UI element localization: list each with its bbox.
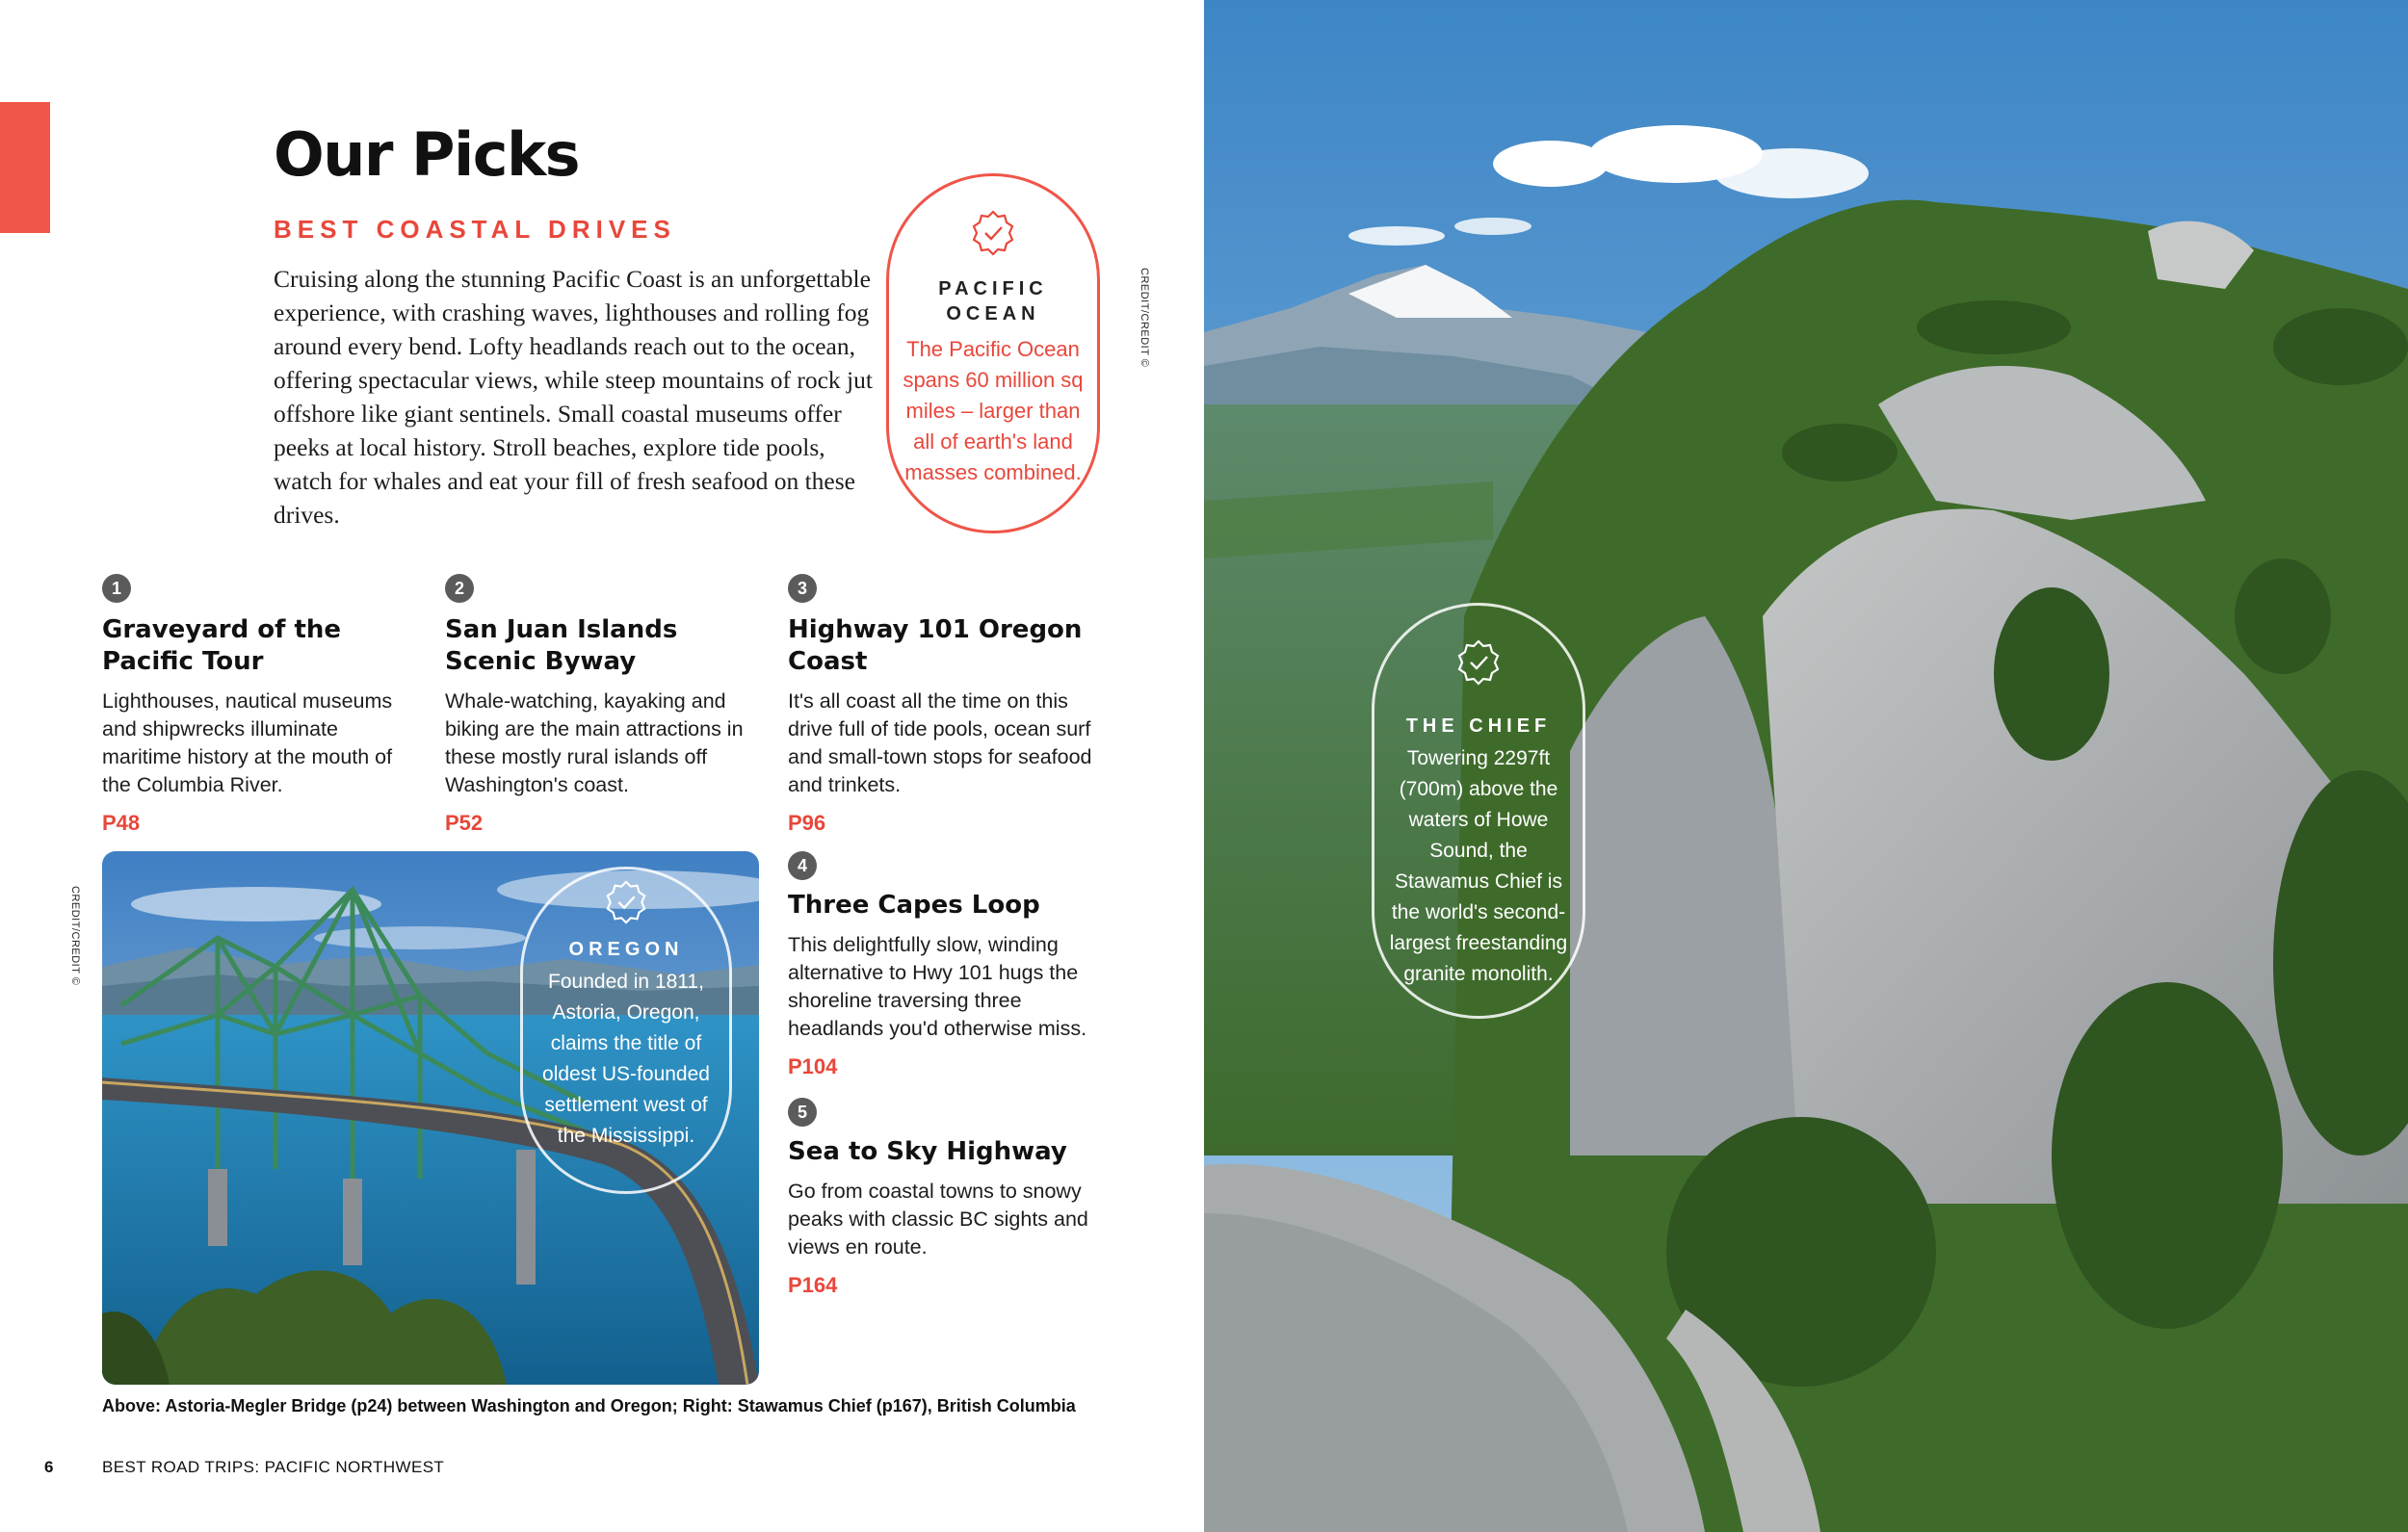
pick-title: Highway 101 Oregon Coast xyxy=(788,615,1083,676)
pick-number: 4 xyxy=(788,851,817,880)
check-badge-icon xyxy=(969,209,1017,257)
running-title: BEST ROAD TRIPS: PACIFIC NORTHWEST xyxy=(102,1458,445,1476)
red-section-tab xyxy=(0,102,50,233)
callout-heading: OREGON xyxy=(568,939,684,960)
photo-credit: CREDIT/CREDIT © xyxy=(1139,268,1150,368)
the-chief-callout xyxy=(1372,603,1585,1019)
pick-item[interactable] xyxy=(445,574,763,836)
oregon-callout xyxy=(520,867,732,1194)
pick-page-link[interactable]: P48 xyxy=(102,811,141,835)
section-heading: BEST COASTAL DRIVES xyxy=(274,215,676,244)
callout-body: The Pacific Ocean spans 60 million sq miles – larger than all of earth's land masses combined. xyxy=(903,337,1084,484)
pick-description: Whale-watching, kayaking and biking are the main attractions in these mostly rural islands off Washington's coast. xyxy=(445,689,744,796)
pick-description: It's all coast all the time on this drive full of tide pools, ocean surf and small-town stops for seafood and trinkets. xyxy=(788,689,1092,796)
pick-page-link[interactable]: P52 xyxy=(445,811,484,835)
pick-page-link[interactable]: P164 xyxy=(788,1273,838,1297)
pick-item[interactable] xyxy=(788,574,1115,836)
pick-number: 2 xyxy=(445,574,474,603)
callout-body: Towering 2297ft (700m) above the waters of Howe Sound, the Stawamus Chief is the world's second-largest freestanding granite monolith. xyxy=(1389,747,1568,985)
pick-description: This delightfully slow, winding alternative to Hwy 101 hugs the shoreline traversing three headlands you'd otherwise miss. xyxy=(788,933,1087,1040)
photo-caption: Above: Astoria-Megler Bridge (p24) between Washington and Oregon; Right: Stawamus Chief (p167), British Columbia xyxy=(102,1396,1076,1415)
photo-credit: CREDIT/CREDIT © xyxy=(69,886,81,986)
pacific-ocean-callout xyxy=(886,173,1100,533)
pick-item[interactable] xyxy=(102,574,420,836)
check-badge-icon xyxy=(603,879,649,925)
pick-number: 5 xyxy=(788,1098,817,1127)
pick-title: Graveyard of the Pacific Tour xyxy=(102,615,342,676)
callout-body: Founded in 1811, Astoria, Oregon, claims the title of oldest US-founded settlement west of the Mississippi. xyxy=(542,971,710,1147)
pick-page-link[interactable]: P104 xyxy=(788,1054,838,1078)
page-title: Our Picks xyxy=(274,119,580,190)
pick-number: 1 xyxy=(102,574,131,603)
pick-title: Sea to Sky Highway xyxy=(788,1137,1067,1166)
pick-description: Lighthouses, nautical museums and shipwrecks illuminate maritime history at the mouth of the Columbia River. xyxy=(102,689,393,796)
pick-description: Go from coastal towns to snowy peaks with classic BC sights and views en route. xyxy=(788,1180,1088,1259)
pick-item[interactable] xyxy=(788,851,1115,1079)
callout-heading: PACIFIC OCEAN xyxy=(938,278,1048,325)
pick-title: Three Capes Loop xyxy=(788,891,1040,920)
pick-number: 3 xyxy=(788,574,817,603)
pick-title: San Juan Islands Scenic Byway xyxy=(445,615,678,676)
check-badge-icon xyxy=(1454,638,1503,687)
intro-paragraph: Cruising along the stunning Pacific Coast is an unforgettable experience, with crashing waves, lighthouses and rolling fog around every bend. Lofty headlands reach out to the ocean, offering spectacular views, while steep mountains of rock jut offshore like giant sentinels. Small coastal museums offer peeks at local history. Stroll beaches, explore tide pools, watch for whales and eat your fill of fresh seafood on these drives. xyxy=(274,265,873,529)
page-number: 6 xyxy=(44,1458,54,1476)
pick-page-link[interactable]: P96 xyxy=(788,811,826,835)
pick-item[interactable] xyxy=(788,1098,1115,1298)
callout-heading: THE CHIEF xyxy=(1405,715,1552,737)
